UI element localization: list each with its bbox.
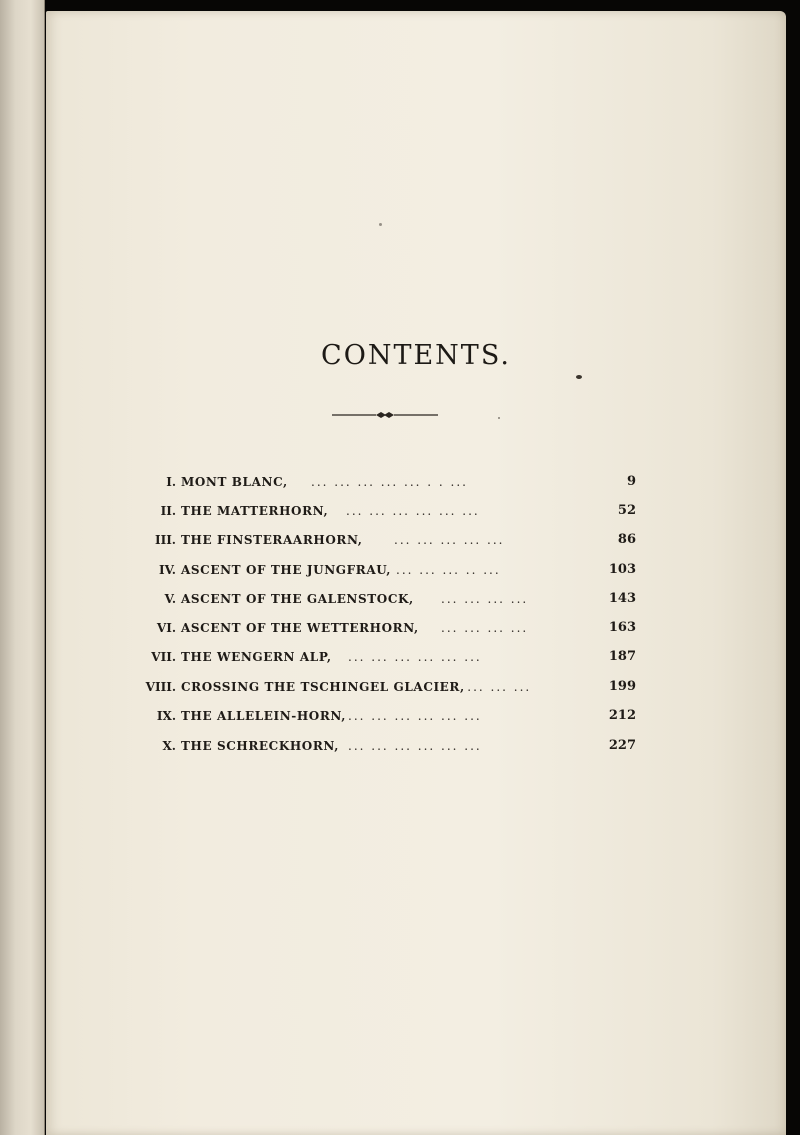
chapter-numeral: VIII. [145,680,176,694]
contents-entry [46,559,786,581]
chapter-numeral: IX. [156,709,176,723]
page-number: 212 [608,708,636,723]
chapter-title: MONT BLANC, [181,475,288,489]
contents-entry [46,676,786,698]
chapter-numeral: I. [166,475,176,489]
dot-leaders: ... ... ... ... ... ... [348,739,482,753]
contents-entry [46,646,786,668]
contents-entry [46,500,786,522]
contents-entry [46,529,786,551]
paper-speck [576,375,582,379]
page-number: 52 [617,503,636,518]
chapter-title: ASCENT OF THE WETTERHORN, [181,621,419,635]
paper-speck [498,417,500,419]
chapter-title: ASCENT OF THE GALENSTOCK, [181,592,414,606]
chapter-title: ASCENT OF THE JUNGFRAU, [181,563,391,577]
dot-leaders: ... ... ... ... [441,592,529,606]
chapter-numeral: II. [160,504,176,518]
page-number: 227 [608,738,636,753]
dot-leaders: ... ... ... ... ... ... [348,650,482,664]
contents-entry [46,705,786,727]
page-number: 9 [626,474,636,489]
dot-leaders: ... ... ... ... [444,680,532,694]
page-number: 199 [608,679,636,694]
page-number: 103 [608,562,636,577]
contents-entry [46,471,786,493]
chapter-title: THE WENGERN ALP, [181,650,332,664]
contents-entry [46,735,786,757]
page-number: 143 [608,591,636,606]
chapter-numeral: X. [162,739,176,753]
page-number: 86 [617,532,636,547]
dot-leaders: ... ... ... ... ... ... [346,504,480,518]
chapter-title: THE ALLELEIN-HORN, [181,709,347,723]
ornamental-rule-icon [332,409,438,421]
contents-entry [46,588,786,610]
chapter-numeral: VII. [151,650,176,664]
dot-leaders: ... ... ... ... ... [394,533,505,547]
paper-speck [379,223,382,226]
dot-leaders: ... ... ... ... ... ... [348,709,482,723]
chapter-numeral: VI. [156,621,176,635]
chapter-numeral: IV. [158,563,176,577]
contents-heading: CONTENTS. [321,340,511,371]
dot-leaders: ... ... ... ... [441,621,529,635]
chapter-numeral: V. [164,592,176,606]
contents-page [46,11,786,1135]
dot-leaders: ... ... ... ... ... . . ... [311,475,468,489]
chapter-numeral: III. [154,533,176,547]
adjacent-page-edge [0,0,45,1135]
chapter-title: CROSSING THE TSCHINGEL GLACIER, [181,680,465,694]
chapter-title: THE SCHRECKHORN, [181,739,339,753]
chapter-title: THE FINSTERAARHORN, [181,533,363,547]
chapter-title: THE MATTERHORN, [181,504,329,518]
page-number: 187 [608,649,636,664]
contents-entry [46,617,786,639]
dot-leaders: ... ... ... .. ... [396,563,501,577]
page-number: 163 [608,620,636,635]
